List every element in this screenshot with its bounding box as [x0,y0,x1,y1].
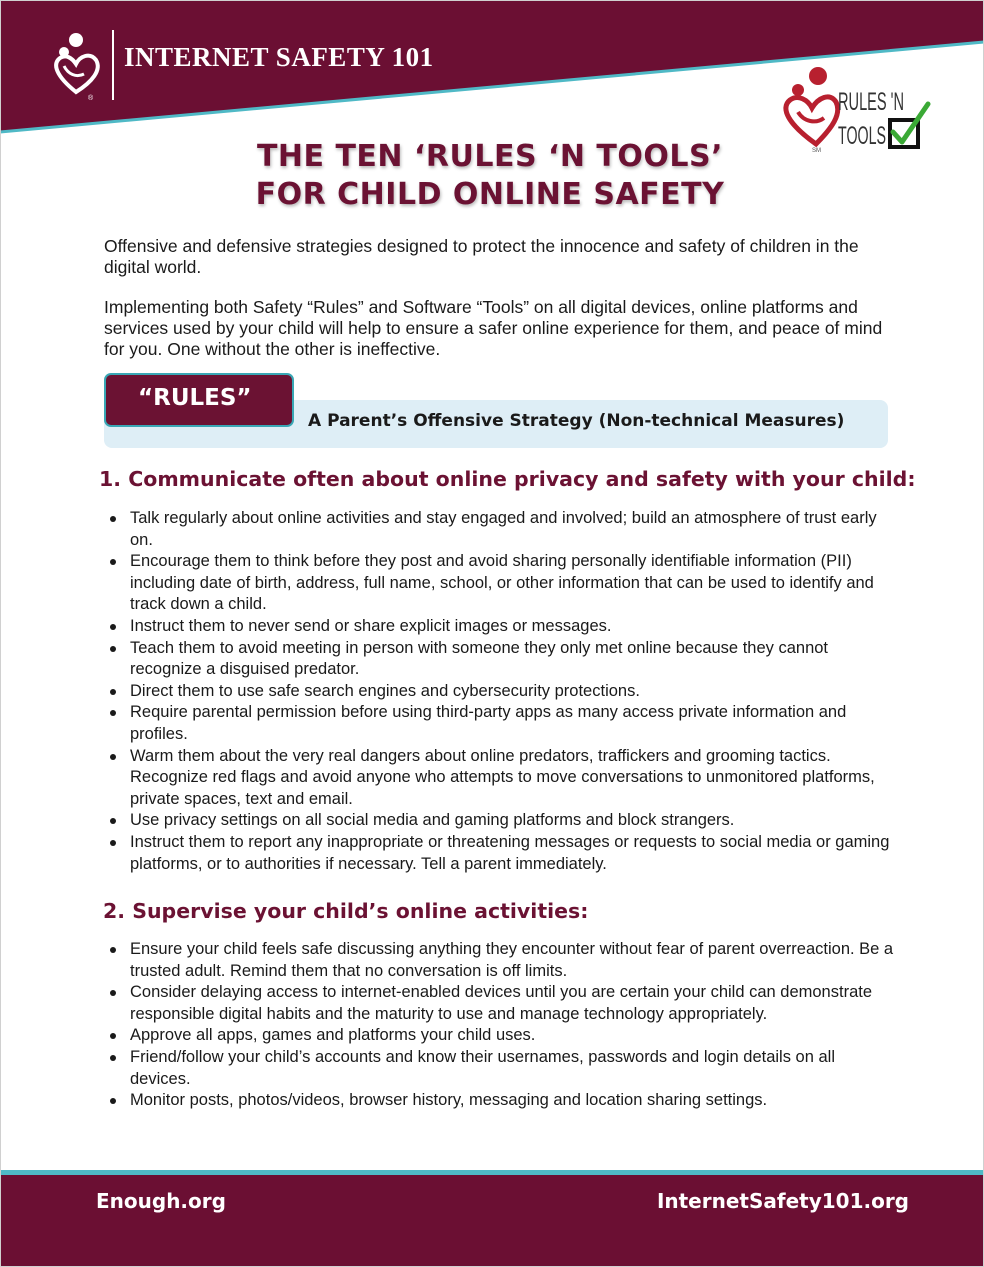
section-1-list [104,508,894,875]
list-item: Require parental permission before using third-party apps as many access private information and profiles. [104,702,894,745]
list-item: Talk regularly about online activities and stay engaged and involved; build an atmosphere of trust early on. [104,508,894,551]
section-1-heading: 1. Communicate often about online privacy and safety with your child: [99,467,916,491]
header-title: INTERNET SAFETY 101 [124,42,434,72]
rules-subtitle: A Parent’s Offensive Strategy (Non-technical Measures) [308,411,845,431]
footer-link-enough[interactable]: Enough.org [96,1189,226,1213]
section-2-heading: 2. Supervise your child’s online activities: [103,899,589,923]
tools-text: TOOLS [838,122,886,150]
list-item: Instruct them to report any inappropriate or threatening messages or requests to social media or gaming platforms, or to authorities if necessary. Tell a parent immediately. [104,832,894,875]
header-divider [112,30,114,100]
list-item: Encourage them to think before they post and avoid sharing personally identifiable information (PII) including date of birth, address, full name, school, or other information that can be used to identify and track down a child. [104,551,894,616]
enough-logo-icon [50,30,102,102]
list-item: Teach them to avoid meeting in person with someone they only met online because they cannot recognize a disguised predator. [104,638,894,681]
footer-link-internetsafety101[interactable]: InternetSafety101.org [656,1189,909,1213]
intro-paragraph-2: Implementing both Safety “Rules” and Software “Tools” on all digital devices, online platforms and services used by your child will help to ensure a safer online experience for them, and peace of mind for you. One without the other is ineffective. [104,297,883,359]
list-item: Monitor posts, photos/videos, browser history, messaging and location sharing settings. [104,1090,894,1112]
page-title [140,138,840,214]
registered-mark: ® [88,95,94,102]
rules-badge: “RULES” [104,373,294,427]
title-line-2: FOR CHILD ONLINE SAFETY [255,177,725,212]
list-item: Consider delaying access to internet-enabled devices until you are certain your child can demonstrate responsible digital habits and the maturity to use and manage technology appropriately. [104,982,894,1025]
section-2-list [104,939,894,1112]
list-item: Warm them about the very real dangers about online predators, traffickers and grooming tactics. Recognize red flags and avoid anyone who attempts to move conversations to unmonitored platforms, private spaces, text and email. [104,746,894,811]
title-line-1: THE TEN ‘RULES ‘N TOOLS’ [256,139,724,174]
service-mark: SM [812,148,821,154]
list-item: Ensure your child feels safe discussing anything they encounter without fear of parent overreaction. Be a trusted adult. Remind them that no conversation is off limits. [104,939,894,982]
intro-paragraph-1: Offensive and defensive strategies designed to protect the innocence and safety of children in the digital world. [104,236,859,277]
rules-n-text: RULES 'N [838,88,904,116]
list-item: Friend/follow your child’s accounts and know their usernames, passwords and login details on all devices. [104,1047,894,1090]
list-item: Instruct them to never send or share explicit images or messages. [104,616,894,638]
list-item: Use privacy settings on all social media and gaming platforms and block strangers. [104,810,894,832]
list-item: Approve all apps, games and platforms your child uses. [104,1025,894,1047]
list-item: Direct them to use safe search engines and cybersecurity protections. [104,681,894,703]
